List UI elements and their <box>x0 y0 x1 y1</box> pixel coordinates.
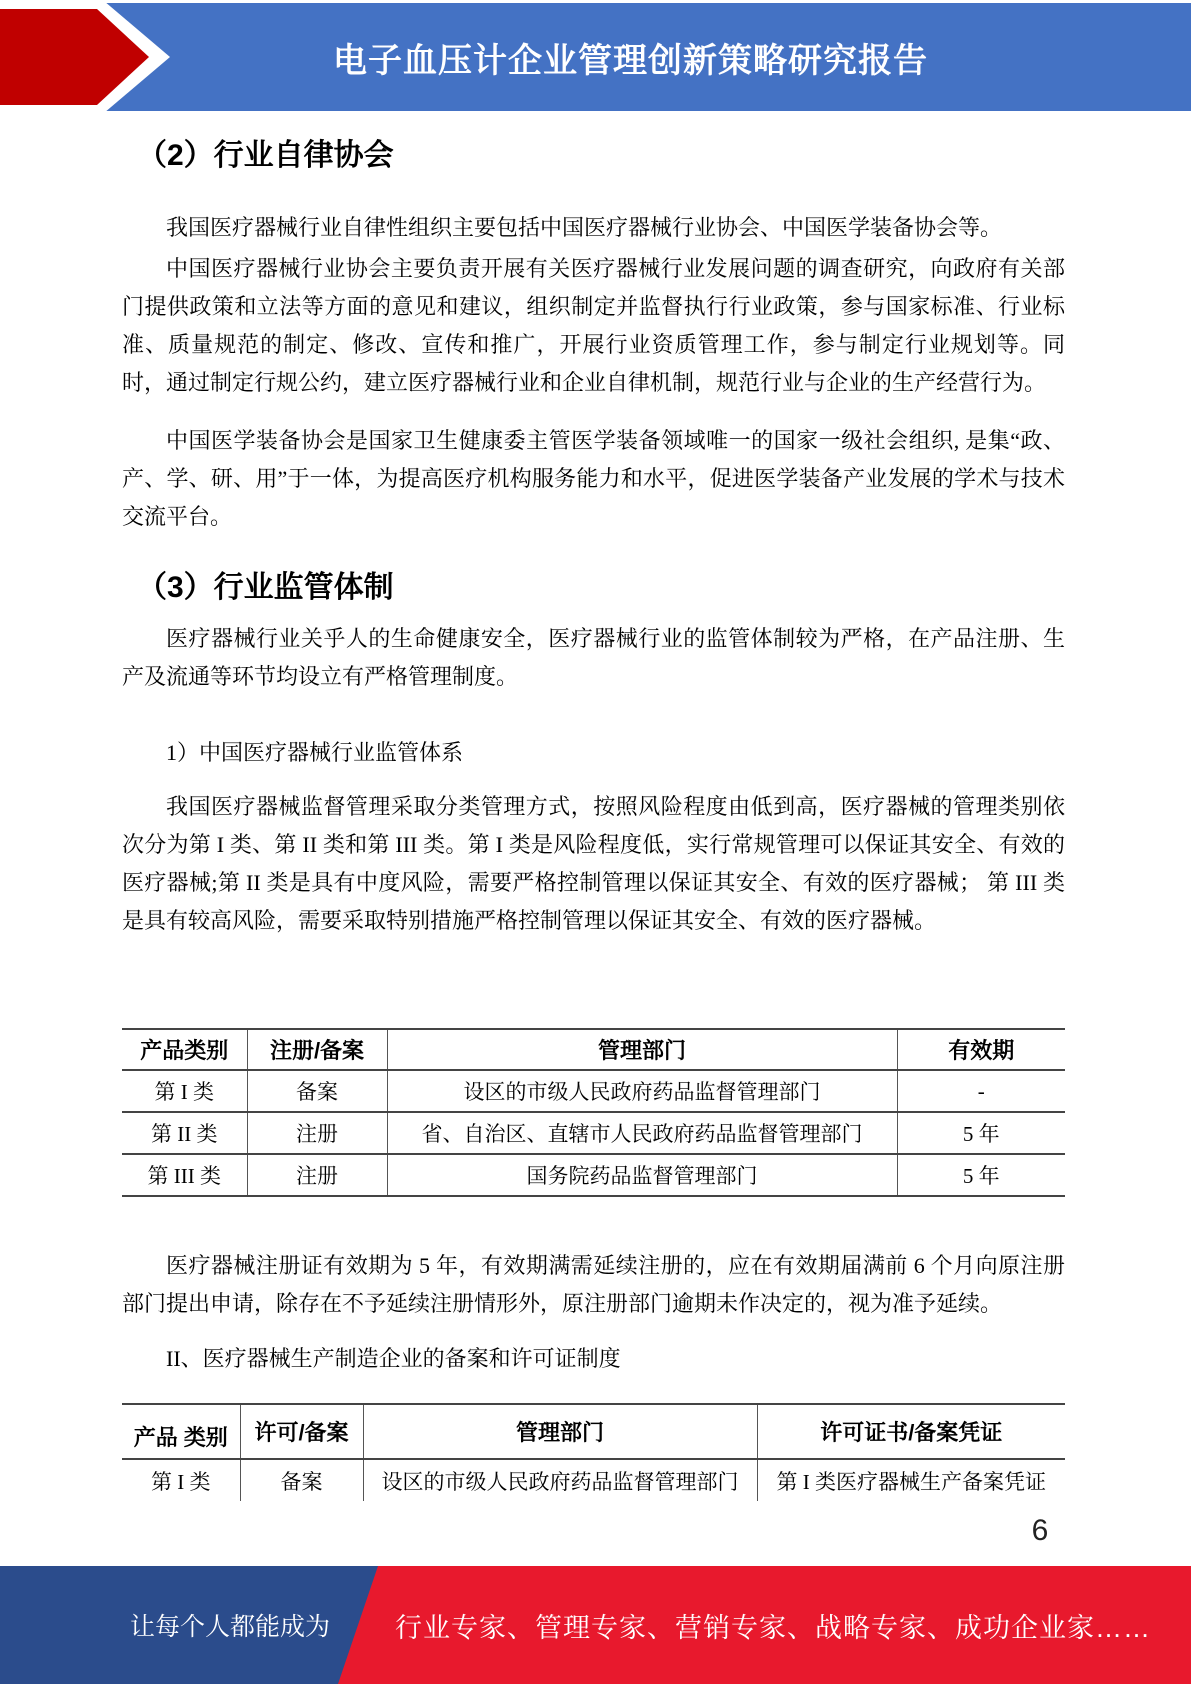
cell: 5 年 <box>962 1164 1000 1188</box>
paragraph: 中国医疗器械行业协会主要负责开展有关医疗器械行业发展问题的调查研究，向政府有关部门提供政策和立法等方面的意见和建议，组织制定并监督执行行业政策，参与国家标准、行业标准、质量规范的制定、修改、宣传和推广，开展行业资质管理工作，参与制定行业规划等。同时，通过制定行规公约，建立医疗器械行业和企业自律机制，规范行业与企业的生产经营行为。 <box>122 256 1065 395</box>
sub-item-2: II、医疗器械生产制造企业的备案和许可证制度 <box>166 1346 621 1371</box>
col-header: 管理部门 <box>387 1029 897 1070</box>
cell: 国务院药品监督管理部门 <box>387 1154 897 1196</box>
table-row <box>122 1154 1065 1196</box>
page-number: 6 <box>1031 1514 1049 1547</box>
col-header: 产品类别 <box>122 1029 247 1070</box>
cell: 备案 <box>240 1459 363 1501</box>
footer-slogan-left: 让每个人都能成为 <box>129 1613 330 1641</box>
cell: - <box>977 1078 985 1103</box>
cell: 第 II 类 <box>122 1112 247 1154</box>
paragraph: 我国医疗器械监督管理采取分类管理方式，按照风险程度由低到高，医疗器械的管理类别依次分为第 I 类、第 II 类和第 III 类。第 I 类是风险程度低，实行常规管理可以保证其安全、有效的医疗器械;第 II 类是具有中度风险，需要严格控制管理以保证其安全、有效的医疗器械； 第 III 类是具有较高风险，需要采取特别措施严格控制管理以保证其安全、有效的医疗器械。 <box>122 794 1065 933</box>
page-title: 电子血压计企业管理创新策略研究报告 <box>333 41 928 80</box>
section-heading-2: （2）行业自律协会 <box>137 139 394 172</box>
table-header-row <box>122 1404 1065 1459</box>
paragraph: 医疗器械注册证有效期为 5 年，有效期满需延续注册的，应在有效期届满前 6 个月向原注册部门提出申请，除存在不予延续注册情形外，原注册部门逾期未作决定的，视为准予延续。 <box>122 1253 1065 1316</box>
cell: 省、自治区、直辖市人民政府药品监督管理部门 <box>387 1112 897 1154</box>
section-heading-3: （3）行业监管体制 <box>137 571 394 604</box>
red-arrow-icon <box>0 0 180 116</box>
table-row <box>122 1459 1065 1501</box>
license-record-table <box>122 1403 1065 1501</box>
cell: 注册 <box>247 1112 387 1154</box>
col-header: 注册/备案 <box>247 1029 387 1070</box>
cell: 第 I 类医疗器械生产备案凭证 <box>776 1469 1046 1494</box>
cell: 第 I 类 <box>122 1459 240 1501</box>
paragraph: 中国医学装备协会是国家卫生健康委主管医学装备领域唯一的国家一级社会组织, 是集“政、产、学、研、用”于一体，为提高医疗机构服务能力和水平，促进医学装备产业发展的学术与技术交流平台。 <box>122 428 1065 529</box>
col-header: 管理部门 <box>363 1404 757 1459</box>
table-row <box>122 1112 1065 1154</box>
cell: 注册 <box>247 1154 387 1196</box>
col-header: 产品 类别 <box>122 1404 240 1459</box>
cell: 备案 <box>247 1070 387 1112</box>
col-header: 许可/备案 <box>240 1404 363 1459</box>
cell: 第 I 类 <box>122 1070 247 1112</box>
cell: 设区的市级人民政府药品监督管理部门 <box>363 1459 757 1501</box>
col-header: 有效期 <box>948 1038 1015 1063</box>
paragraph: 医疗器械行业关乎人的生命健康安全，医疗器械行业的监管体制较为严格，在产品注册、生产及流通等环节均设立有严格管理制度。 <box>122 626 1065 689</box>
cell: 第 III 类 <box>122 1154 247 1196</box>
regulation-category-table <box>122 1028 1065 1197</box>
cell: 5 年 <box>962 1122 1000 1146</box>
table-header-row <box>122 1029 1065 1070</box>
sub-item-1: 1）中国医疗器械行业监管体系 <box>166 740 464 765</box>
paragraph: 我国医疗器械行业自律性组织主要包括中国医疗器械行业协会、中国医学装备协会等。 <box>166 215 1003 240</box>
footer-band <box>0 1566 1191 1684</box>
footer-slogan-right: 行业专家、管理专家、营销专家、战略专家、成功企业家…… <box>395 1612 1151 1643</box>
table-row <box>122 1070 1065 1112</box>
cell: 设区的市级人民政府药品监督管理部门 <box>387 1070 897 1112</box>
col-header: 许可证书/备案凭证 <box>820 1420 1003 1445</box>
